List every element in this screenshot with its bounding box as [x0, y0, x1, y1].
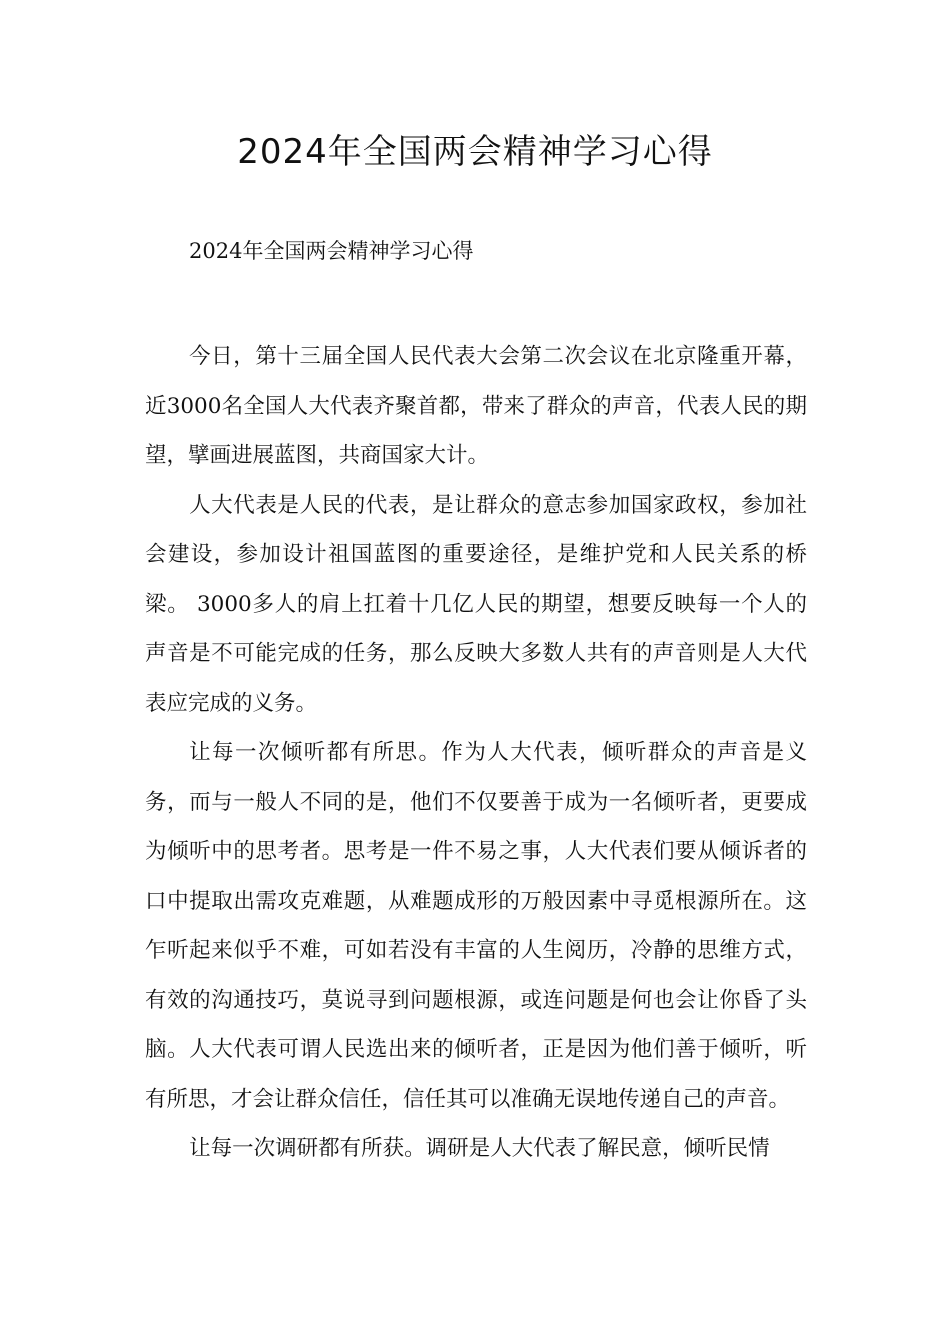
paragraph: 人大代表是人民的代表，是让群众的意志参加国家政权，参加社会建设，参加设计祖国蓝图的重要途径，是维护党和人民关系的桥梁。 3000多人的肩上扛着十几亿人民的期望，想要反映每一个人的声音是不可能完成的任务，那么反映大多数人共有的声音则是人大代表应完成的义务。	[145, 492, 807, 716]
document-body	[145, 332, 807, 1174]
document-title: 2024年全国两会精神学习心得	[237, 132, 713, 172]
document-subtitle: 2024年全国两会精神学习心得	[189, 239, 474, 263]
paragraph: 让每一次倾听都有所思。作为人大代表，倾听群众的声音是义务，而与一般人不同的是，他们不仅要善于成为一名倾听者，更要成为倾听中的思考者。思考是一件不易之事，人大代表们要从倾诉者的口中提取出需攻克难题，从难题成形的万般因素中寻觅根源所在。这乍听起来似乎不难，可如若没有丰富的人生阅历，冷静的思维方式，有效的沟通技巧，莫说寻到问题根源，或连问题是何也会让你昏了头脑。人大代表可谓人民选出来的倾听者，正是因为他们善于倾听，听有所思，才会让群众信任，信任其可以准确无误地传递自己的声音。	[145, 740, 807, 1112]
paragraph: 今日，第十三届全国人民代表大会第二次会议在北京隆重开幕，近3000名全国人大代表齐聚首都，带来了群众的声音，代表人民的期望，擘画进展蓝图，共商国家大计。	[145, 344, 807, 468]
paragraph: 让每一次调研都有所获。调研是人大代表了解民意，倾听民情	[189, 1136, 770, 1161]
